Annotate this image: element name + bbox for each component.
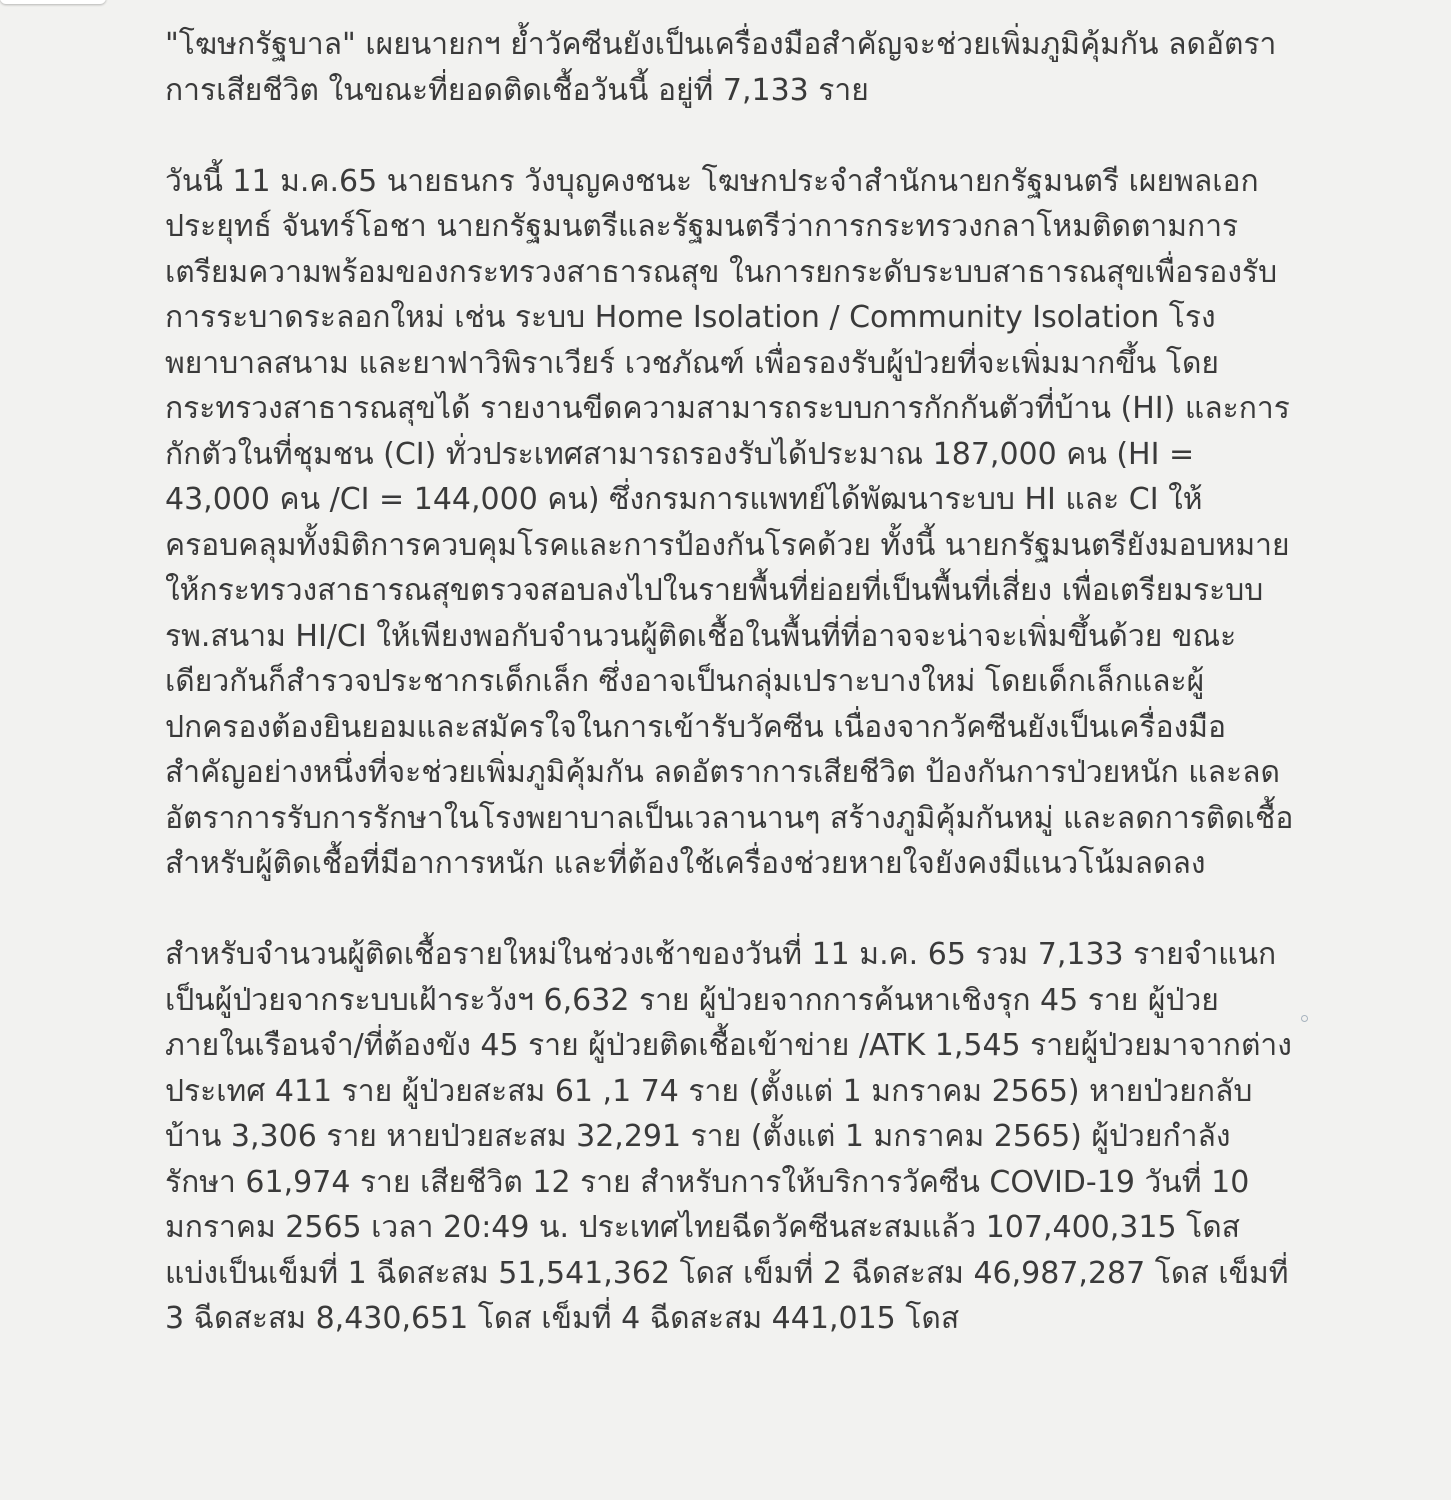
article-paragraph-2: สำหรับจำนวนผู้ติดเชื้อรายใหม่ในช่วงเช้าของวันที่ 11 ม.ค. 65 รวม 7,133 รายจำแนกเป็นผู้ป่วยจากระบบเฝ้าระวังฯ 6,632 ราย ผู้ป่วยจากการค้นหาเชิงรุก 45 ราย ผู้ป่วยภายในเรือนจำ/ที่ต้องขัง 45 ราย ผู้ป่วยติดเชื้อเข้าข่าย /ATK 1,545 รายผู้ป่วยมาจากต่างประเทศ 411 ราย ผู้ป่วยสะสม 61 ,1 74 ราย (ตั้งแต่ 1 มกราคม 2565) หายป่วยกลับบ้าน 3,306 ราย หายป่วยสะสม 32,291 ราย (ตั้งแต่ 1 มกราคม 2565) ผู้ป่วยกำลังรักษา 61,974 ราย เสียชีวิต 12 ราย สำหรับการให้บริการวัคซีน COVID-19 วันที่ 10 มกราคม 2565 เวลา 20:49 น. ประเทศไทยฉีดวัคซีนสะสมแล้ว 107,400,315 โดส แบ่งเป็นเข็มที่ 1 ฉีดสะสม 51,541,362 โดส เข็มที่ 2 ฉีดสะสม 46,987,287 โดส เข็มที่ 3 ฉีดสะสม 8,430,651 โดส เข็มที่ 4 ฉีดสะสม 441,015 โดส [165, 937, 1299, 1336]
article-headline: "โฆษกรัฐบาล" เผยนายกฯ ย้ำวัคซีนยังเป็นเครื่องมือสำคัญจะช่วยเพิ่มภูมิคุ้มกัน ลดอัตราการเสียชีวิต ในขณะที่ยอดติดเชื้อวันนี้ อยู่ที่ 7,133 ราย [165, 27, 1277, 108]
article-paragraph-1: วันนี้ 11 ม.ค.65 นายธนกร วังบุญคงชนะ โฆษกประจำสำนักนายกรัฐมนตรี เผยพลเอก ประยุทธ์ จันทร์โอชา นายกรัฐมนตรีและรัฐมนตรีว่าการกระทรวงกลาโหมติดตามการ เตรียมความพร้อมของกระทรวงสาธารณสุข ในการยกระดับระบบสาธารณสุขเพื่อรองรับการระบาดระลอกใหม่ เช่น ระบบ Home Isolation / Community Isolation โรงพยาบาลสนาม และยาฟาวิพิราเวียร์ เวชภัณฑ์ เพื่อรองรับผู้ป่วยที่จะเพิ่มมากขึ้น โดยกระทรวงสาธารณสุขได้ รายงานขีดความสามารถระบบการกักกันตัวที่บ้าน (HI) และการกักตัวในที่ชุมชน (CI) ทั่วประเทศสามารถรองรับได้ประมาณ 187,000 คน (HI = 43,000 คน /CI = 144,000 คน) ซึ่งกรมการแพทย์ได้พัฒนาระบบ HI และ CI ให้ครอบคลุมทั้งมิติการควบคุมโรคและการป้องกันโรคด้วย ทั้งนี้ นายกรัฐมนตรียังมอบหมายให้กระทรวงสาธารณสุขตรวจสอบลงไปในรายพื้นที่ย่อยที่เป็นพื้นที่เสี่ยง เพื่อเตรียมระบบ รพ.สนาม HI/CI ให้เพียงพอกับจำนวนผู้ติดเชื้อในพื้นที่ที่อาจจะน่าจะเพิ่มขึ้นด้วย ขณะเดียวกันก็สำรวจประชากรเด็กเล็ก ซึ่งอาจเป็นกลุ่มเปราะบางใหม่ โดยเด็กเล็กและผู้ปกครองต้องยินยอมและสมัครใจในการเข้ารับวัคซีน เนื่องจากวัคซีนยังเป็นเครื่องมือสำคัญอย่างหนึ่งที่จะช่วยเพิ่มภูมิคุ้มกัน ลดอัตราการเสียชีวิต ป้องกันการป่วยหนัก และลดอัตราการรับการรักษาในโรงพยาบาลเป็นเวลานานๆ สร้างภูมิคุ้มกันหมู่ และลดการติดเชื้อ สำหรับผู้ติดเชื้อที่มีอาการหนัก และที่ต้องใช้เครื่องช่วยหายใจยังคงมีแนวโน้มลดลง [165, 163, 1303, 881]
paragraph-spacer [165, 887, 1295, 933]
circle-marker-icon [1301, 1015, 1308, 1022]
article-body [165, 22, 1303, 1342]
paragraph-spacer [165, 113, 1295, 159]
top-edge-tab[interactable] [0, 0, 106, 4]
